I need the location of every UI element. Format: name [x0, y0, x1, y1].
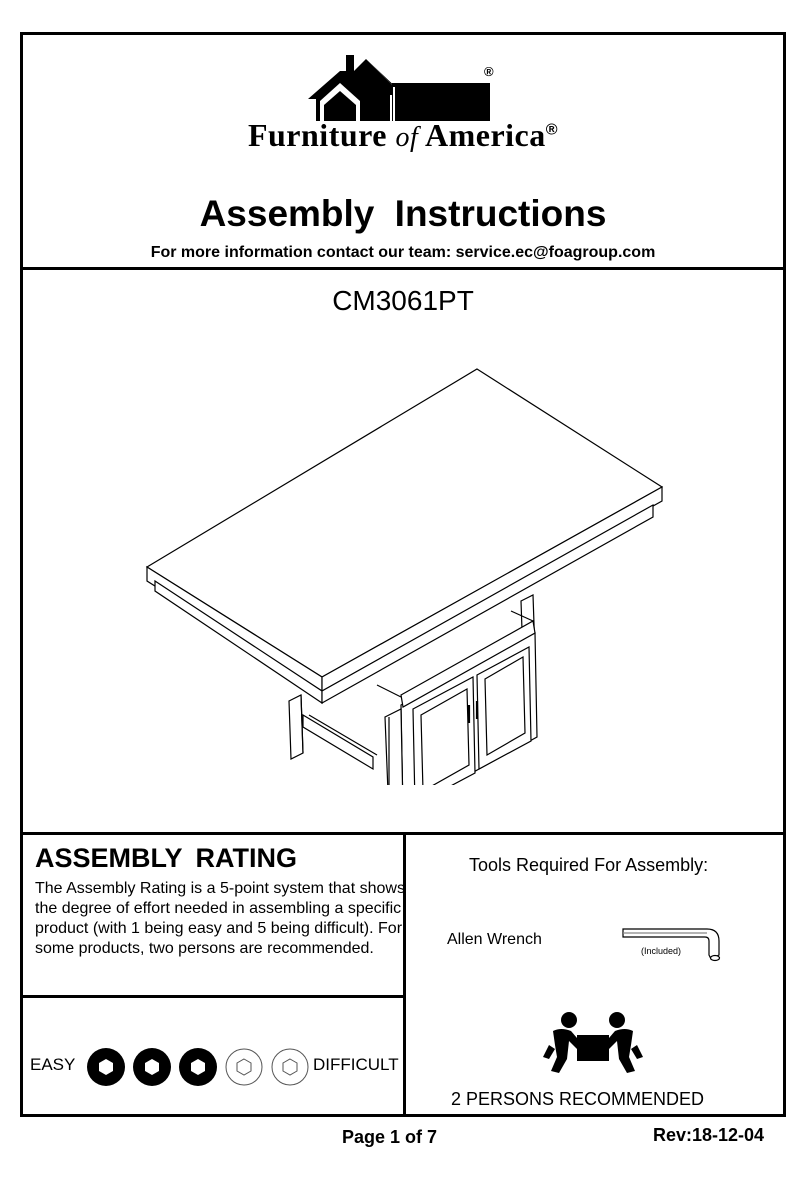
revision-label: Rev:18-12-04 — [653, 1125, 765, 1145]
assembly-rating-description: The Assembly Rating is a 5-point system that shows the degree of effort needed in assembling a specific product (with 1 being easy and 5 being difficult). For some products, two persons are recommended. — [35, 880, 405, 957]
page-number: Page 1 of 7 — [342, 1127, 438, 1147]
assembly-rating-title: ASSEMBLY RATING — [35, 843, 298, 873]
tool-name-allen-wrench: Allen Wrench — [447, 931, 542, 948]
contact-line: For more information contact our team: service.ec@foagroup.com — [150, 244, 656, 261]
two-persons-lifting-icon — [543, 1011, 643, 1083]
rating-dot-2-filled-icon — [133, 1048, 171, 1086]
difficult-label: DIFFICULT — [313, 1055, 399, 1074]
rating-dot-1-filled-icon — [87, 1048, 125, 1086]
svg-text:®: ® — [484, 64, 494, 79]
page-frame — [20, 32, 786, 1117]
easy-label: EASY — [30, 1055, 76, 1074]
house-logo-icon — [306, 49, 506, 121]
brand-name: Furniture of America® — [247, 117, 559, 153]
rating-dot-3-filled-icon — [179, 1048, 217, 1086]
tool-note-included: (Included) — [641, 946, 682, 956]
counter-height-table-illustration — [133, 365, 673, 785]
rating-divider — [23, 995, 403, 998]
model-number: CM3061PT — [332, 285, 474, 316]
panel-divider — [403, 832, 406, 1114]
persons-recommended-label: 2 PERSONS RECOMMENDED — [451, 1089, 705, 1109]
header-divider — [23, 267, 783, 270]
document-title: Assembly Instructions — [199, 193, 607, 234]
rating-scale — [85, 1045, 311, 1089]
allen-wrench-icon — [621, 925, 725, 963]
rating-dot-5-empty-icon — [272, 1049, 308, 1085]
rating-dot-4-empty-icon — [226, 1049, 262, 1085]
tools-title: Tools Required For Assembly: — [469, 855, 709, 875]
